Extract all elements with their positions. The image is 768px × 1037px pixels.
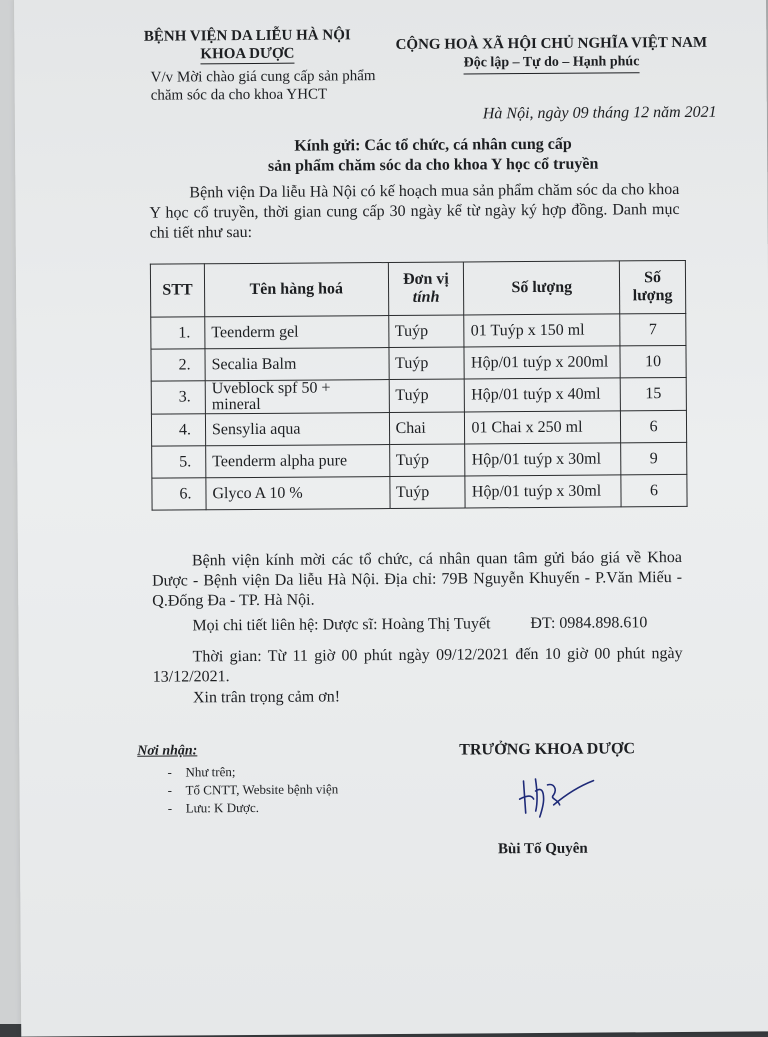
- cell-stt: 3.: [151, 381, 205, 414]
- table-row: [151, 377, 686, 414]
- cell-name: Secalia Balm: [205, 348, 389, 381]
- header-unit: [388, 262, 464, 316]
- table-header-row: [150, 260, 685, 317]
- cell-pack: Hộp/01 tuýp x 200ml: [464, 346, 620, 379]
- thanks-text: Xin trân trọng cảm ơn!: [192, 688, 341, 707]
- greeting: [243, 134, 623, 177]
- contact-phone: ĐT: 0984.898.610: [530, 614, 648, 633]
- cell-pack: 01 Tuýp x 150 ml: [464, 314, 620, 347]
- recipients-title: Nơi nhận:: [137, 743, 198, 759]
- cell-unit: Tuýp: [389, 476, 465, 509]
- list-item: - Tổ CNTT, Website bệnh viện: [167, 780, 338, 799]
- national-motto: Độc lập – Tự do – Hạnh phúc: [464, 53, 640, 74]
- signer-name: Bùi Tố Quyên: [497, 840, 588, 858]
- cell-unit: Tuýp: [388, 315, 464, 348]
- cell-pack: Hộp/01 tuýp x 40ml: [465, 378, 621, 412]
- header-pack: Số lượng: [464, 261, 620, 315]
- table-row: [151, 410, 686, 446]
- intro-text: Bệnh viện Da liễu Hà Nội có kế hoạch mua sản phẩm chăm sóc da cho khoa Y học cổ truyền, thời gian cung cấp 30 ngày kể từ ngày ký hợp đồng. Danh mục chi tiết như sau:: [149, 180, 680, 242]
- product-table: [150, 260, 688, 511]
- recipients-list: [167, 762, 338, 817]
- invite-text: Bệnh viện kính mời các tổ chức, cá nhân quan tâm gửi báo giá về Khoa Dược - Bệnh viện Da liễu Hà Nội. Địa chỉ: 79B Nguyễn Khuyến - P.Văn Miếu - Q.Đống Đa - TP. Hà Nội.: [152, 548, 683, 610]
- time-paragraph: [153, 644, 683, 688]
- header-left: [122, 26, 372, 65]
- handwritten-signature: [513, 769, 597, 830]
- department-name: KHOA DƯỢC: [200, 45, 295, 63]
- cell-pack: Hộp/01 tuýp x 30ml: [465, 443, 621, 476]
- national-title: CỘNG HOÀ XÃ HỘI CHỦ NGHĨA VIỆT NAM: [395, 34, 708, 53]
- list-item: - Lưu: K Dược.: [168, 798, 339, 817]
- list-item: - Như trên;: [167, 762, 338, 781]
- cell-qty: 6: [621, 474, 687, 506]
- hospital-name: BỆNH VIỆN DA LIỄU HÀ NỘI: [143, 27, 351, 45]
- cell-name: Teenderm gel: [205, 316, 389, 349]
- intro-paragraph: [149, 180, 679, 244]
- header-stt: STT: [150, 264, 204, 317]
- cell-qty: 10: [620, 345, 686, 377]
- document-date: Hà Nội, ngày 09 tháng 12 năm 2021: [482, 103, 717, 123]
- table-row: [152, 442, 687, 478]
- cell-name: Teenderm alpha pure: [206, 445, 390, 478]
- greeting-line-1: Kính gửi: Các tổ chức, cá nhân cung cấp: [294, 135, 572, 155]
- cell-unit: Tuýp: [389, 379, 465, 413]
- header-unit-line-1: Đơn vị: [403, 270, 449, 288]
- cell-pack: 01 Chai x 250 ml: [465, 411, 621, 444]
- header-unit-line-2: tính: [412, 288, 440, 306]
- cell-unit: Chai: [389, 412, 465, 445]
- document-page: [14, 0, 768, 1037]
- table-row: [152, 474, 687, 510]
- cell-qty: 7: [620, 313, 686, 345]
- table-row: [151, 313, 686, 349]
- header-name: Tên hàng hoá: [204, 263, 388, 317]
- cell-stt: 1.: [151, 317, 205, 349]
- cell-qty: 15: [620, 377, 686, 410]
- cell-stt: 5.: [152, 446, 206, 478]
- header-qty-line-2: lượng: [632, 287, 673, 305]
- cell-stt: 6.: [152, 478, 206, 510]
- invite-paragraph: [152, 548, 682, 612]
- header-qty: [619, 260, 685, 313]
- header-right: [386, 34, 716, 75]
- cell-name: Uveblock spf 50 + mineral: [205, 380, 389, 414]
- table-row: [151, 345, 686, 381]
- cell-unit: Tuýp: [389, 444, 465, 477]
- cell-name: Sensylia aqua: [205, 413, 389, 446]
- cell-stt: 4.: [151, 414, 205, 446]
- header-qty-line-1: Số: [643, 269, 662, 287]
- subject-line: V/v Mời chào giá cung cấp sản phẩm chăm sóc da cho khoa YHCT: [150, 68, 376, 104]
- time-text: Thời gian: Từ 11 giờ 00 phút ngày 09/12/2021 đến 10 giờ 00 phút ngày 13/12/2021.: [152, 644, 683, 686]
- cell-unit: Tuýp: [388, 347, 464, 380]
- cell-qty: 9: [621, 442, 687, 474]
- cell-qty: 6: [620, 410, 686, 442]
- cell-pack: Hộp/01 tuýp x 30ml: [465, 475, 621, 508]
- greeting-line-2: sản phẩm chăm sóc da cho khoa Y học cổ truyền: [267, 155, 599, 175]
- cell-name: Glyco A 10 %: [206, 477, 390, 510]
- contact-label: Mọi chi tiết liên hệ: Dược sĩ: Hoàng Thị Tuyết: [192, 615, 491, 635]
- cell-stt: 2.: [151, 349, 205, 381]
- signature-title: TRƯỞNG KHOA DƯỢC: [459, 740, 636, 759]
